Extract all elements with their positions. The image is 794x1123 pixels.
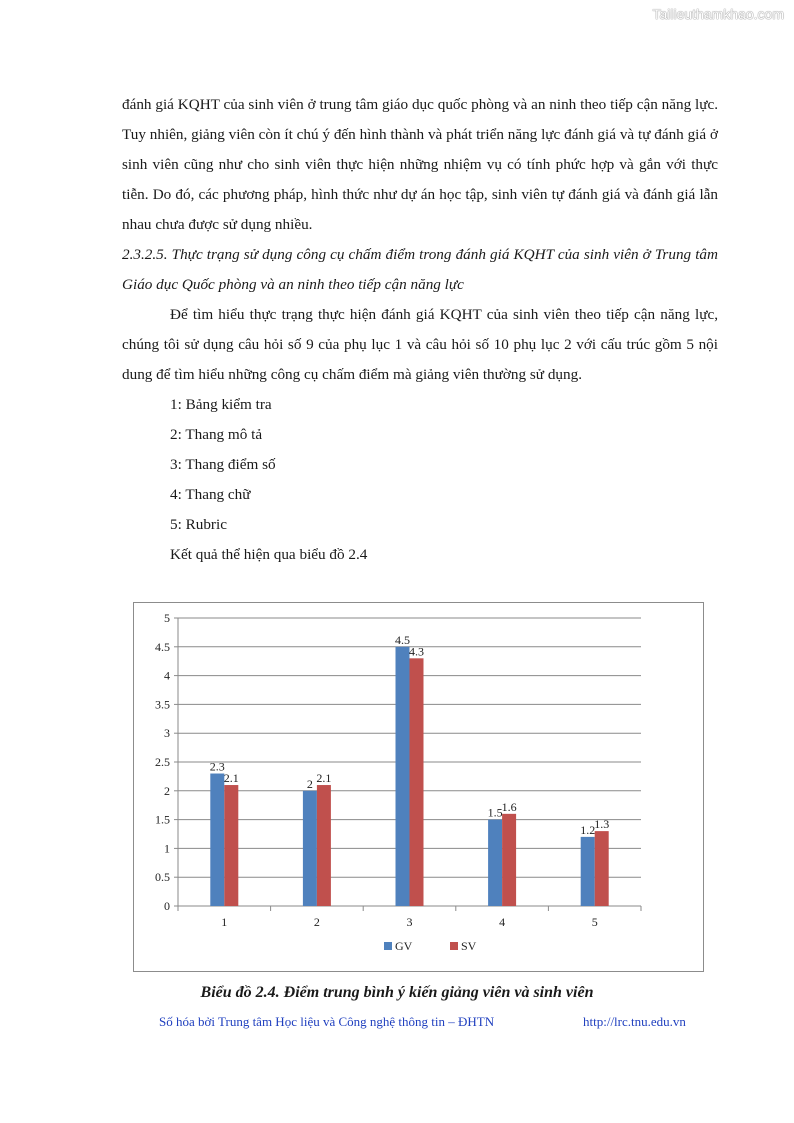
bar-sv [317, 785, 331, 906]
x-tick-label: 4 [499, 915, 506, 929]
data-label: 2.3 [209, 759, 225, 774]
x-tick-label: 3 [406, 915, 413, 929]
y-tick-label: 5 [164, 611, 170, 625]
paragraph-1: đánh giá KQHT của sinh viên ở trung tâm giáo dục quốc phòng và an ninh theo tiếp cận năng lực. Tuy nhiên, giảng viên còn ít chú ý đến hình thành và phát triển năng lực đánh giá và tự đánh giá ở sinh viên cũng như cho sinh viên thực hiện những nhiệm vụ có tính phức hợp và gắn với thực tiễn. Do đó, các phương pháp, hình thức như dự án học tập, sinh viên tự đánh giá và đánh giá lẫn nhau chưa được sử dụng nhiều. [122, 96, 718, 233]
y-tick-label: 1.5 [155, 812, 170, 827]
result-line: Kết quả thể hiện qua biểu đồ 2.4 [170, 546, 368, 563]
bar-sv [502, 814, 516, 906]
bar-gv [210, 774, 224, 906]
legend-swatch-sv [450, 942, 458, 950]
list-item: 5: Rubric [170, 516, 227, 533]
paragraph-2: Để tìm hiểu thực trạng thực hiện đánh giá KQHT của sinh viên theo tiếp cận năng lực, chúng tôi sử dụng câu hỏi số 9 của phụ lục 1 và câu hỏi số 10 phụ lục 2 với cấu trúc gồm 5 nội dung để tìm hiểu những công cụ chấm điểm mà giảng viên thường sử dụng. [122, 306, 718, 383]
y-tick-label: 3.5 [155, 697, 170, 712]
bar-sv [595, 831, 609, 906]
data-label: 1.6 [501, 799, 517, 814]
y-tick-label: 1 [164, 841, 170, 856]
data-label: 1.2 [580, 822, 596, 837]
section-heading: 2.3.2.5. Thực trạng sử dụng công cụ chấm điểm trong đánh giá KQHT của sinh viên ở Trung tâm Giáo dục Quốc phòng và an ninh theo tiếp cận năng lực [122, 246, 718, 293]
legend-label-gv: GV [395, 939, 413, 953]
data-label: 2.1 [316, 771, 332, 786]
y-tick-label: 0.5 [155, 870, 170, 885]
y-tick-label: 4 [164, 668, 170, 683]
data-label: 4.5 [395, 632, 410, 647]
page-body [122, 90, 718, 570]
data-label: 2.1 [223, 771, 239, 786]
chart-frame [133, 602, 704, 972]
bar-gv [396, 647, 410, 906]
tool-list [122, 390, 718, 540]
data-label: 1.3 [594, 817, 610, 832]
x-tick-label: 2 [313, 915, 320, 929]
list-item: 4: Thang chữ [170, 486, 251, 503]
y-tick-label: 2.5 [155, 755, 170, 769]
footer-text: Số hóa bởi Trung tâm Học liệu và Công nghệ thông tin – ĐHTN [159, 1014, 495, 1029]
bar-sv [410, 658, 424, 906]
y-tick-label: 4.5 [155, 639, 170, 654]
data-label: 2 [306, 776, 313, 791]
bar-sv [224, 785, 238, 906]
bar-gv [581, 837, 595, 906]
list-item: 1: Bảng kiểm tra [170, 396, 272, 413]
y-tick-label: 0 [164, 899, 170, 913]
list-item: 2: Thang mô tả [170, 426, 263, 443]
bar-gv [303, 791, 317, 906]
data-label: 4.3 [409, 644, 424, 659]
data-label: 1.5 [487, 805, 503, 820]
legend-label-sv: SV [461, 939, 477, 953]
x-tick-label: 1 [221, 915, 228, 929]
watermark: Tailieuthamkhao.com [652, 6, 784, 22]
list-item: 3: Thang điểm số [170, 456, 276, 473]
y-tick-label: 2 [164, 783, 170, 798]
footer-url[interactable]: http://lrc.tnu.edu.vn [583, 1014, 686, 1029]
x-tick-label: 5 [591, 915, 598, 929]
bar-gv [488, 820, 502, 906]
chart-caption: Biểu đồ 2.4. Điểm trung bình ý kiến giảng viên và sinh viên [200, 984, 594, 1001]
bar-chart [134, 603, 703, 971]
y-tick-label: 3 [164, 726, 170, 741]
legend-swatch-gv [384, 942, 392, 950]
